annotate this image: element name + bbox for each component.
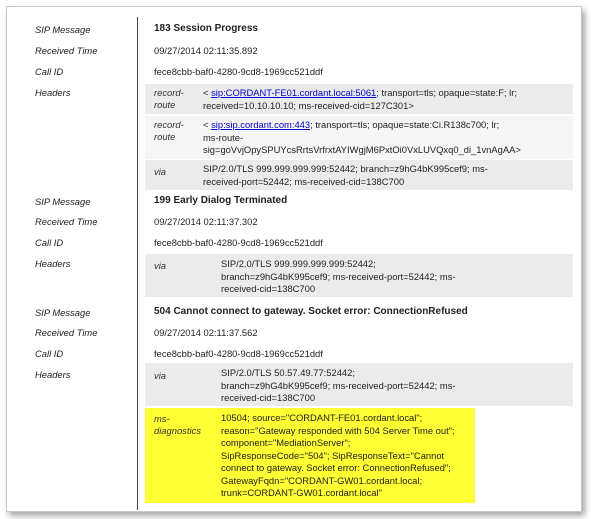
sip-message-label: SIP Message bbox=[35, 24, 91, 35]
ms-diagnostics-highlight bbox=[145, 408, 475, 503]
call-id-label: Call ID bbox=[35, 237, 64, 248]
sip-message-value: 199 Early Dialog Terminated bbox=[154, 195, 288, 206]
received-time-label: Received Time bbox=[35, 327, 98, 338]
header-key: record- route bbox=[154, 87, 184, 110]
sip-uri-link[interactable]: sip:sip.cordant.com:443 bbox=[211, 119, 311, 130]
call-id-value: fece8cbb-baf0-4280-9cd8-1969cc521ddf bbox=[154, 237, 323, 248]
headers-label: Headers bbox=[35, 369, 71, 380]
call-id-value: fece8cbb-baf0-4280-9cd8-1969cc521ddf bbox=[154, 66, 323, 77]
header-value: < sip:CORDANT-FE01.cordant.local:5061; transport=tls; opaque=state:F; lr; received=10.10.10.10; ms-received-cid=127C301> bbox=[203, 87, 517, 111]
call-id-label: Call ID bbox=[35, 66, 64, 77]
header-value: SIP/2.0/TLS 999.999.999.999:52442; branch=z9hG4bK995cef9; ms-received-port=52442; ms- received-cid=138C700 bbox=[221, 258, 456, 294]
received-time-label: Received Time bbox=[35, 45, 98, 56]
header-value: 10504; source="CORDANT-FE01.cordant.local"; reason="Gateway responded with 504 Server Time out"; component="MediationServer"; SipResponseCode="504"; SipResponseText="Cannot connect to gateway. Socket error: ConnectionRefused"; GatewayFqdn="CORDANT-GW01.cordant.local; trunk=CORDANT-GW01.cordant.local" bbox=[221, 412, 455, 498]
header-key: record- route bbox=[154, 119, 184, 142]
header-row bbox=[145, 363, 573, 406]
header-row bbox=[145, 116, 573, 159]
sip-message-value: 504 Cannot connect to gateway. Socket error: ConnectionRefused bbox=[154, 306, 468, 317]
call-id-value: fece8cbb-baf0-4280-9cd8-1969cc521ddf bbox=[154, 348, 323, 359]
header-row bbox=[145, 84, 573, 114]
header-key: via bbox=[154, 370, 166, 381]
received-time-value: 09/27/2014 02:11:37.302 bbox=[154, 216, 258, 227]
call-id-label: Call ID bbox=[35, 348, 64, 359]
received-time-label: Received Time bbox=[35, 216, 98, 227]
header-key: ms- diagnostics bbox=[154, 413, 201, 436]
header-value: < sip:sip.cordant.com:443; transport=tls; opaque=state:Ci.R138c700; lr; ms-route- sig=goVvjOpySPUYcsRrtsVrfrxtAYIWgjM6PxtOi0VxLUVQxq0_di_1vnAgAA> bbox=[203, 119, 521, 155]
column-divider bbox=[137, 17, 138, 510]
header-value: SIP/2.0/TLS 999.999.999.999:52442; branch=z9hG4bK995cef9; ms- received-port=52442; ms-received-cid=138C700 bbox=[203, 163, 488, 187]
sip-message-label: SIP Message bbox=[35, 196, 91, 207]
header-value: SIP/2.0/TLS 50.57.49.77:52442; branch=z9hG4bK995cef9; ms-received-port=52442; ms- received-cid=138C700 bbox=[221, 367, 456, 403]
headers-label: Headers bbox=[35, 87, 71, 98]
received-time-value: 09/27/2014 02:11:37.562 bbox=[154, 327, 258, 338]
header-key: via bbox=[154, 166, 166, 177]
header-row bbox=[145, 254, 573, 297]
header-row bbox=[145, 160, 573, 190]
received-time-value: 09/27/2014 02:11:35.892 bbox=[154, 45, 258, 56]
header-key: via bbox=[154, 260, 166, 271]
sip-message-value: 183 Session Progress bbox=[154, 23, 258, 34]
headers-label: Headers bbox=[35, 258, 71, 269]
sip-message-label: SIP Message bbox=[35, 307, 91, 318]
sip-uri-link[interactable]: sip:CORDANT-FE01.cordant.local:5061 bbox=[211, 87, 377, 98]
sip-trace-panel bbox=[6, 6, 582, 512]
